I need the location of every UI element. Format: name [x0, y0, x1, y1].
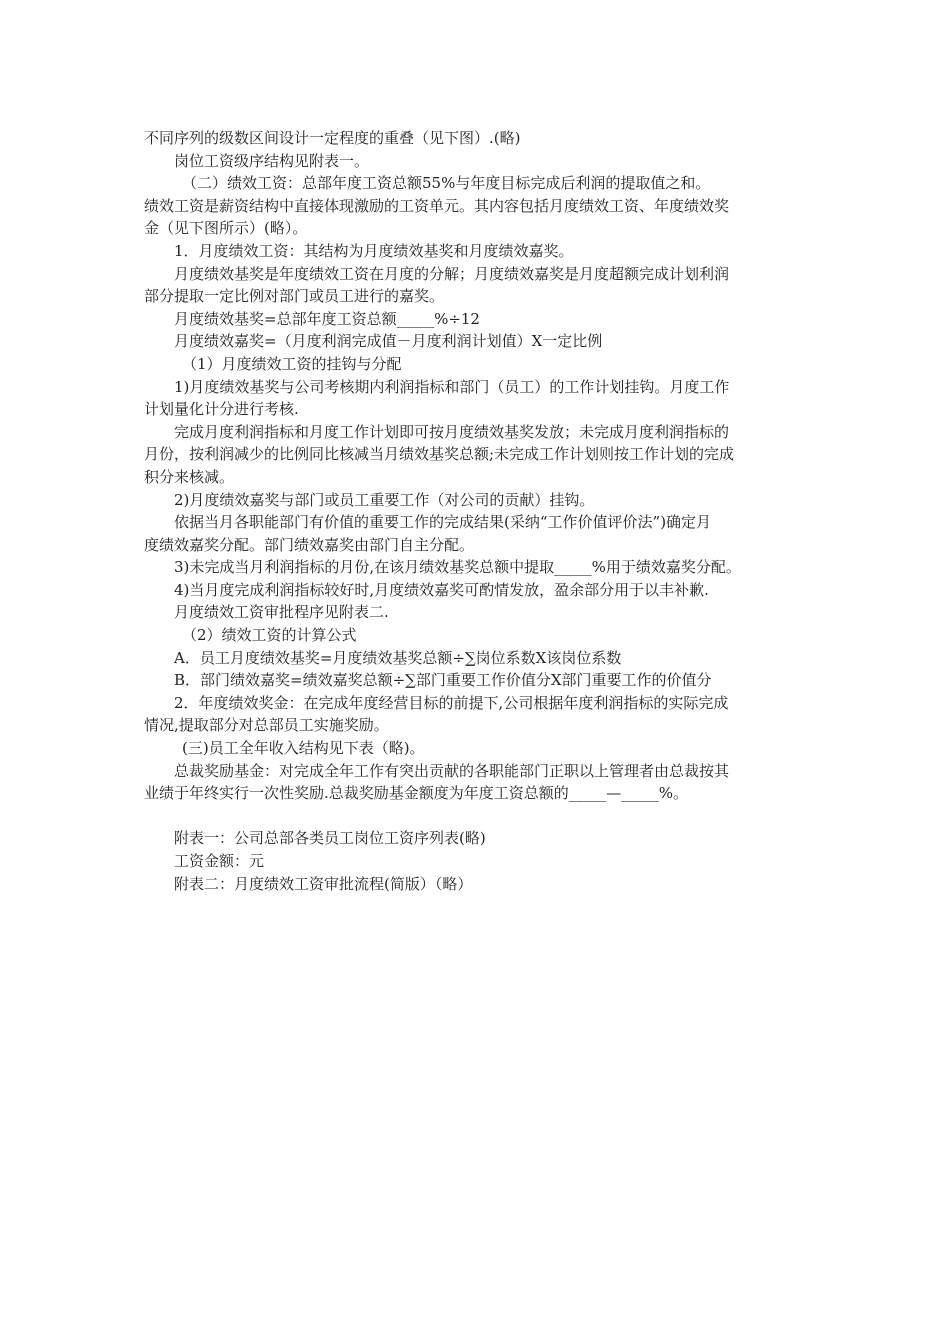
- text-line: （二）绩效工资：总部年度工资总额55%与年度目标完成后利润的提取值之和。: [182, 174, 711, 193]
- document-body: [144, 127, 812, 895]
- text-line: 4)当月度完成利润指标较好时,月度绩效嘉奖可酌情发放，盈余部分用于以丰补歉.: [174, 580, 709, 599]
- text-line: 月度绩效基奖=总部年度工资总额_____%÷12: [174, 309, 480, 328]
- text-line: 月份，按利润减少的比例同比核减当月绩效基奖总额;未完成工作计划则按工作计划的完成: [144, 445, 735, 464]
- text-line: 2)月度绩效嘉奖与部门或员工重要工作（对公司的贡献）挂钩。: [174, 490, 595, 509]
- text-line: 度绩效嘉奖分配。部门绩效嘉奖由部门自主分配。: [144, 535, 475, 554]
- text-line: 金（见下图所示）(略）。: [144, 219, 308, 238]
- text-line: 计划量化计分进行考核.: [144, 400, 299, 419]
- text-line: 附表二：月度绩效工资审批流程(简版）（略）: [174, 874, 473, 893]
- text-line: 月度绩效嘉奖=（月度利润完成值－月度利润计划值）X一定比例: [174, 332, 603, 351]
- text-line: 绩效工资是薪资结构中直接体现激励的工资单元。其内容包括月度绩效工资、年度绩效奖: [144, 196, 730, 215]
- text-line: 积分来核减。: [144, 467, 235, 486]
- text-line: 总裁奖励基金：对完成全年工作有突出贡献的各职能部门正职以上管理者由总裁按其: [174, 761, 730, 780]
- text-line: （2）绩效工资的计算公式: [182, 626, 357, 645]
- text-line: 1)月度绩效基奖与公司考核期内利润指标和部门（员工）的工作计划挂钩。月度工作: [174, 377, 730, 396]
- text-line: 工资金额：元: [174, 852, 265, 870]
- text-line: B．部门绩效嘉奖=绩效嘉奖总额÷∑部门重要工作价值分X部门重要工作的价值分: [174, 671, 712, 690]
- text-line: A．员工月度绩效基奖=月度绩效基奖总额÷∑岗位系数X该岗位系数: [174, 648, 622, 667]
- text-line: 月度绩效基奖是年度绩效工资在月度的分解；月度绩效嘉奖是月度超额完成计划利润: [174, 264, 730, 283]
- text-line: 2．年度绩效奖金：在完成年度经营目标的前提下,公司根据年度利润指标的实际完成: [174, 693, 729, 712]
- text-line: 月度绩效工资审批程序见附表二.: [174, 603, 389, 622]
- text-line: (三)员工全年收入结构见下表（略)。: [182, 739, 425, 758]
- text-line: 3)未完成当月利润指标的月份,在该月绩效基奖总额中提取_____%用于绩效嘉奖分配。: [174, 558, 741, 577]
- text-line: 部分提取一定比例对部门或员工进行的嘉奖。: [144, 287, 445, 306]
- text-line: 完成月度利润指标和月度工作计划即可按月度绩效基奖发放；未完成月度利润指标的: [174, 422, 730, 441]
- text-line: 依据当月各职能部门有价值的重要工作的完成结果(采纳“工作价值评价法”)确定月: [174, 513, 712, 532]
- text-line: 1．月度绩效工资：其结构为月度绩效基奖和月度绩效嘉奖。: [174, 241, 574, 260]
- text-line: 岗位工资级序结构见附表一。: [174, 151, 370, 170]
- text-line: （1）月度绩效工资的挂钩与分配: [182, 354, 402, 373]
- text-line: 业绩于年终实行一次性奖励.总裁奖励基金额度为年度工资总额的_____—_____%。: [144, 784, 689, 803]
- text-line: 不同序列的级数区间设计一定程度的重叠（见下图）.(略): [144, 129, 521, 147]
- text-line: 附表一：公司总部各类员工岗位工资序列表(略): [174, 829, 486, 848]
- text-line: 情况,提取部分对总部员工实施奖励。: [144, 716, 389, 735]
- blank-line: [144, 805, 812, 828]
